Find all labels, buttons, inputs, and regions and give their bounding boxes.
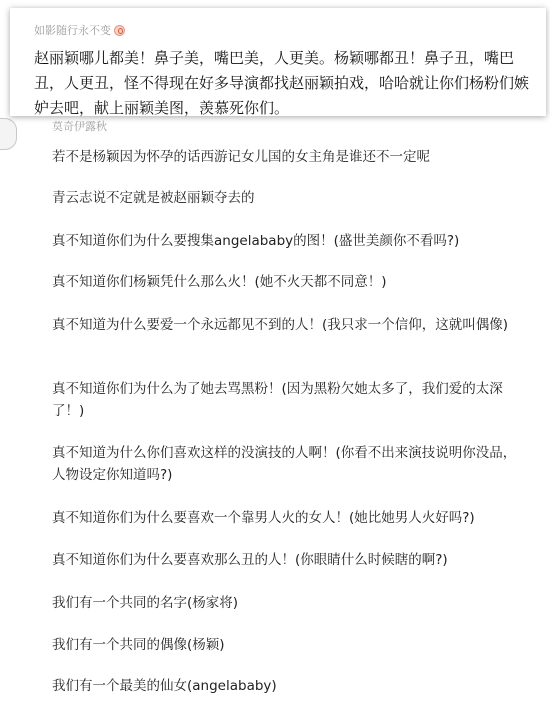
comment-line: 若不是杨颖因为怀孕的话西游记女儿国的女主角是谁还不一定呢 [52,149,430,165]
user-badge-icon [114,25,125,36]
comment-line: 真不知道你们为什么要搜集angelababy的图！(盛世美颜你不看吗?) [52,233,460,249]
top-comment-card [10,8,546,116]
comment-line: 我们有一个最美的仙女(angelababy) [52,678,277,694]
comment-line: 我们有一个共同的名字(杨家将) [52,595,239,611]
comment-line: 青云志说不定就是被赵丽颖夺去的 [52,190,255,206]
top-comment-author[interactable]: 如影随行永不变 [34,24,111,37]
top-comment-header [34,22,125,38]
comment-line: 真不知道为什么要爱一个永远都见不到的人！(我只求一个信仰，这就叫偶像) [52,317,509,333]
comment-line: 真不知道你们为什么为了她去骂黑粉！(因为黑粉欠她太多了，我们爱的太深了！) [52,381,503,419]
top-comment-text: 赵丽颖哪儿都美！鼻子美，嘴巴美，人更美。杨颖哪都丑！鼻子丑，嘴巴丑，人更丑，怪不得现在好多导演都找赵丽颖拍戏，哈哈就让你们杨粉们嫉妒去吧，献上丽颖美图，羡慕死你们。 [34,49,530,117]
second-comment-author[interactable]: 莫奇伊露秋 [52,120,107,133]
comment-line: 真不知道你们为什么要喜欢那么丑的人！(你眼睛什么时候瞎的啊?) [52,552,448,568]
comment-line: 真不知道你们杨颖凭什么那么火！(她不火天都不同意！) [52,274,387,290]
avatar-edge [0,118,17,150]
comment-line: 真不知道为什么你们喜欢这样的没演技的人啊！(你看不出来演技说明你没品，人物设定你知道吗?) [52,445,517,483]
comment-line: 真不知道你们为什么要喜欢一个靠男人火的女人！(她比她男人火好吗?) [52,510,475,526]
comment-line: 我们有一个共同的偶像(杨颖) [52,637,225,653]
